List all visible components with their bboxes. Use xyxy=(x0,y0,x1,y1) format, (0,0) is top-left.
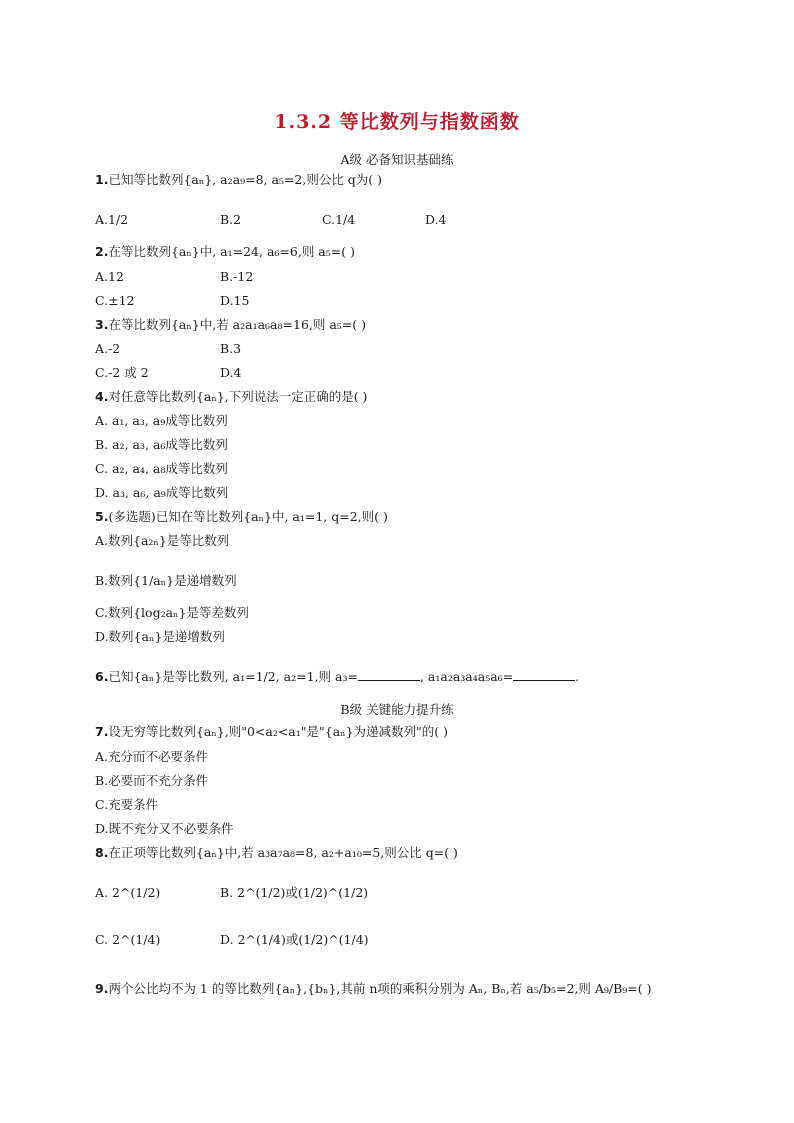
option: D.4 xyxy=(220,365,242,380)
answer-blank[interactable] xyxy=(513,670,575,681)
question-stem-mid: , a₁a₂a₃a₄a₅a₆= xyxy=(419,669,514,684)
option: C.数列{log₂aₙ}是等差数列 xyxy=(95,605,249,620)
question-number: 4. xyxy=(95,389,109,404)
option: C.充要条件 xyxy=(95,797,159,812)
question-stem: 已知等比数列{aₙ}, a₂a₉=8, a₅=2,则公比 q为( ) xyxy=(108,172,383,187)
question-stem: 对任意等比数列{aₙ},下列说法一定正确的是( ) xyxy=(108,389,368,404)
option: B.数列{1/aₙ}是递增数列 xyxy=(95,573,237,588)
level-a-heading: A级 必备知识基础练 xyxy=(340,152,454,167)
question-number: 3. xyxy=(95,317,109,332)
option: C.1/4 xyxy=(322,212,356,227)
question-stem: 在正项等比数列{aₙ}中,若 a₃a₇a₈=8, a₂+a₁₀=5,则公比 q=( ) xyxy=(108,845,458,860)
question-5 xyxy=(95,509,388,525)
question-4 xyxy=(95,389,367,405)
option: B.必要而不充分条件 xyxy=(95,773,209,788)
option: D.既不充分又不必要条件 xyxy=(95,821,234,836)
question-8 xyxy=(95,845,458,861)
option: B.3 xyxy=(220,341,242,356)
option: C.-2 或 2 xyxy=(95,365,149,380)
question-number: 2. xyxy=(95,244,109,259)
option: A. 2^(1/2) xyxy=(95,885,161,900)
question-6 xyxy=(95,669,579,685)
question-stem: 两个公比均不为 1 的等比数列{aₙ},{bₙ},其前 n项的乘积分别为 Aₙ, Bₙ,若 a₅/b₅=2,则 A₉/B₉=( ) xyxy=(108,981,652,996)
question-stem: 已知{aₙ}是等比数列, a₁=1/2, a₂=1,则 a₃= xyxy=(108,669,358,684)
question-stem: 在等比数列{aₙ}中,若 a₂a₁a₆a₈=16,则 a₅=( ) xyxy=(108,317,367,332)
option: D.数列{aₙ}是递增数列 xyxy=(95,629,225,644)
question-stem: 设无穷等比数列{aₙ},则"0<a₂<a₁"是"{aₙ}为递减数列"的( ) xyxy=(108,724,449,739)
page-title: 1.3.2 等比数列与指数函数 xyxy=(274,111,520,133)
question-number: 7. xyxy=(95,724,109,739)
option: B.-12 xyxy=(220,269,254,284)
answer-blank[interactable] xyxy=(358,670,420,681)
level-b-heading: B级 关键能力提升练 xyxy=(340,702,454,717)
option: A.12 xyxy=(95,269,124,284)
question-7 xyxy=(95,724,448,740)
option: D. a₃, a₆, a₉成等比数列 xyxy=(95,485,229,500)
option: B. a₂, a₃, a₆成等比数列 xyxy=(95,437,228,452)
question-stem-end: . xyxy=(575,669,580,684)
option: A.1/2 xyxy=(95,212,129,227)
option: D. 2^(1/4)或(1/2)^(1/4) xyxy=(220,932,369,947)
option: C. a₂, a₄, a₈成等比数列 xyxy=(95,461,228,476)
question-stem: (多选题)已知在等比数列{aₙ}中, a₁=1, q=2,则( ) xyxy=(108,509,388,524)
question-number: 9. xyxy=(95,981,109,996)
option: B. 2^(1/2)或(1/2)^(1/2) xyxy=(220,885,369,900)
option: B.2 xyxy=(220,212,242,227)
option: A.-2 xyxy=(95,341,121,356)
question-2 xyxy=(95,244,355,260)
question-number: 8. xyxy=(95,845,109,860)
option: A.充分而不必要条件 xyxy=(95,749,209,764)
option: C. 2^(1/4) xyxy=(95,932,161,947)
option: D.4 xyxy=(425,212,447,227)
question-stem: 在等比数列{aₙ}中, a₁=24, a₆=6,则 a₅=( ) xyxy=(108,244,355,259)
question-1 xyxy=(95,172,382,188)
option: C.±12 xyxy=(95,293,135,308)
question-9 xyxy=(95,981,652,997)
question-number: 1. xyxy=(95,172,109,187)
option: A. a₁, a₃, a₉成等比数列 xyxy=(95,413,228,428)
question-number: 5. xyxy=(95,509,109,524)
question-3 xyxy=(95,317,366,333)
question-number: 6. xyxy=(95,669,109,684)
option: A.数列{a₂ₙ}是等比数列 xyxy=(95,533,230,548)
option: D.15 xyxy=(220,293,250,308)
